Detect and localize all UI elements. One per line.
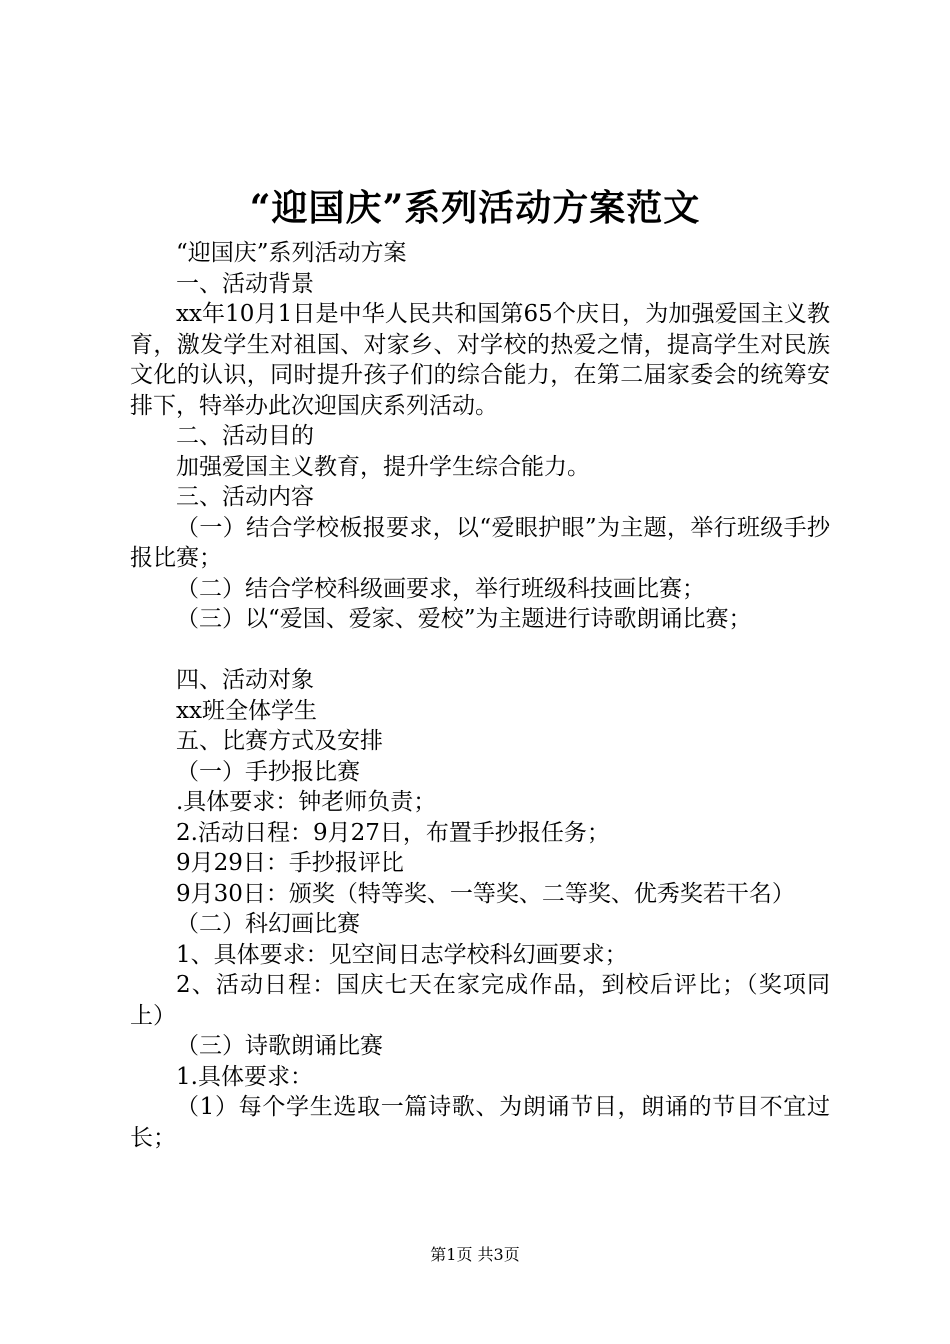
paragraph: 1、具体要求：见空间日志学校科幻画要求； — [176, 941, 628, 968]
paragraph: 2、活动日程：国庆七天在家完成作品，到校后评比；（奖项同上） — [130, 972, 830, 1029]
paragraph: “迎国庆”系列活动方案 — [176, 240, 407, 266]
page-number-footer: 第1页 共3页 — [430, 1245, 520, 1264]
document-title: “迎国庆”系列活动方案范文 — [249, 187, 701, 229]
paragraph: 1.具体要求： — [176, 1063, 313, 1090]
section-heading: 三、活动内容 — [176, 484, 314, 510]
section-heading: 四、活动对象 — [176, 667, 314, 693]
section-heading: 二、活动目的 — [176, 423, 314, 449]
paragraph: .具体要求：钟老师负责； — [176, 789, 437, 815]
subsection-heading: （一）手抄报比赛 — [176, 758, 360, 785]
subsection-heading: （三）诗歌朗诵比赛 — [176, 1033, 383, 1059]
paragraph: （1）每个学生选取一篇诗歌、为朗诵节目，朗诵的节目不宜过长； — [130, 1094, 830, 1151]
paragraph: 9月29日：手抄报评比 — [176, 850, 404, 876]
paragraph: （三）以“爱国、爱家、爱校”为主题进行诗歌朗诵比赛； — [176, 606, 752, 632]
paragraph: （一）结合学校板报要求，以“爱眼护眼”为主题，举行班级手抄报比赛； — [130, 514, 830, 571]
section-heading: 一、活动背景 — [176, 270, 314, 297]
document-body — [130, 238, 830, 1153]
paragraph: xx年10月1日是中华人民共和国第65个庆日，为加强爱国主义教育，激发学生对祖国、对家乡、对学校的热爱之情，提高学生对民族文化的认识，同时提升孩子们的综合能力，在第二届家委会的统筹安排下，特举办此次迎国庆系列活动。 — [130, 301, 830, 419]
blank-line — [130, 635, 830, 666]
paragraph: 9月30日：颁奖（特等奖、一等奖、二等奖、优秀奖若干名） — [176, 880, 795, 907]
section-heading: 五、比赛方式及安排 — [176, 728, 383, 754]
paragraph: 2.活动日程：9月27日，布置手抄报任务； — [176, 819, 610, 846]
subsection-heading: （二）科幻画比赛 — [176, 911, 360, 937]
paragraph: （二）结合学校科级画要求，举行班级科技画比赛； — [176, 575, 705, 602]
paragraph: xx班全体学生 — [176, 697, 317, 724]
paragraph: 加强爱国主义教育，提升学生综合能力。 — [176, 453, 590, 480]
